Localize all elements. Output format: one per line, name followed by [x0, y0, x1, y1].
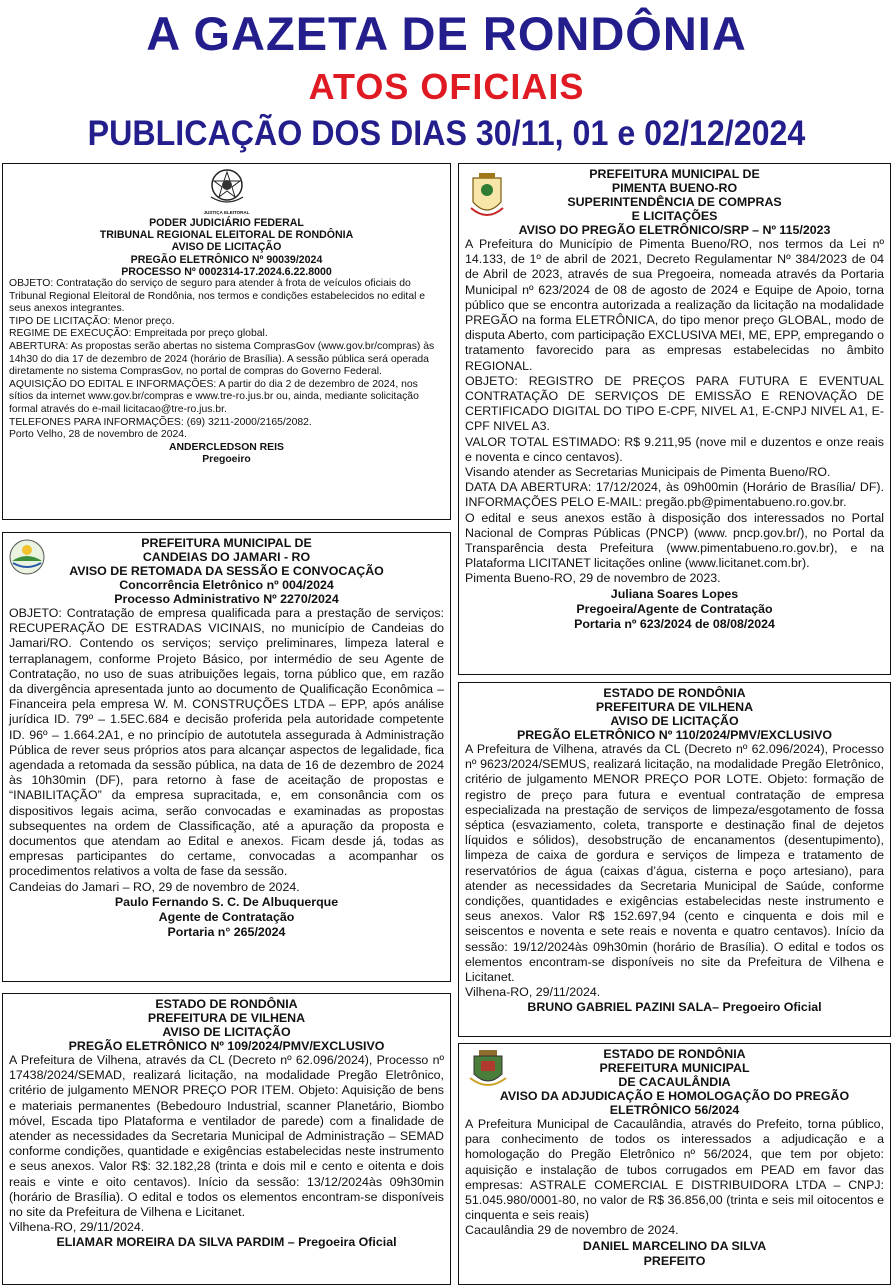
notice-paragraph: REGIME DE EXECUÇÃO: Empreitada por preço global.: [9, 328, 268, 340]
notice-heading: Concorrência Eletrônico nº 004/2024: [119, 578, 334, 592]
notice-heading: PREGÃO ELETRÔNICO Nº 109/2024/PMV/EXCLUSIVO: [68, 1039, 385, 1053]
signatory-ordinance: Portaria n° 265/2024: [167, 925, 286, 940]
notice-tre-ro: [2, 163, 451, 520]
notice-paragraph: O edital e seus anexos estão à disposição dos interessados no Portal Nacional de Compras Públicas (PNCP) (www. pncp.gov.br/), no Portal da Transparência desta Prefeitura (www.pimentabueno.ro.gov.br), e na Plataforma LICITANET licitações online (www.licitanet.com.br).: [465, 510, 884, 571]
notice-paragraph: Vilhena-RO, 29/11/2024.: [465, 985, 601, 1000]
signatory-name: DANIEL MARCELINO DA SILVA: [582, 1238, 767, 1253]
notice-paragraph: Candeias do Jamari – RO, 29 de novembro de 2024.: [9, 879, 300, 894]
notice-heading: PREGÃO ELETRÔNICO Nº 90039/2024: [130, 253, 323, 266]
signatory-role: Pregoeiro: [202, 454, 251, 466]
signatory-name: Paulo Fernando S. C. De Albuquerque: [114, 894, 339, 909]
signatory-name: BRUNO GABRIEL PAZINI SALA– Pregoeiro Oficial: [527, 1000, 822, 1015]
notice-paragraph: Visando atender as Secretarias Municipais de Pimenta Bueno/RO.: [465, 465, 831, 480]
cacaulandia-coat-of-arms-icon: [467, 1048, 509, 1090]
notice-heading: PREFEITURA DE VILHENA: [147, 1011, 306, 1025]
notice-heading: AVISO DE LICITAÇÃO: [162, 1025, 291, 1039]
notice-paragraph: OBJETO: Contratação de empresa qualificada para a prestação de serviços: RECUPERAÇÃO DE ESTRADAS VICINAIS, no município de Candeias do Jamari/RO. Contendo os serviços; serviço preliminares, limpeza lateral e terraplanagem, conforme Projeto Básico, por intermédio de seu Agente de Contratação, no uso de suas atribuições legais, torna público que, em razão da divergência apresentada junto ao documento de Qualificação Econômica – Financeira pela empresa W. M. CONSTRUÇÕES LTDA – EPP, após análise jurídica ID. 79º – 1.5EC.684 e decisão proferida pela autoridade competente ID. 96º – 1.664.2A1, e no princípio de autotutela assegurada à Administração Pública de rever seus próprios atos para alcançar aspectos de legalidade, fica agendada a retomada da sessão pública, na data de 16 de dezembro de 2024 às 10h30min (DF), para retorno à fase de aceitação de propostas e “INABILITAÇÃO” da empresa supracitada, e, em consonância com os dispositivos legais acima, serão convocadas e examinadas as propostas subsequentes na ordem de Classificação, até a apuração da proposta e documentos que atendam ao Edital e anexos. Ficam desde já, todas as empresas participantes do certame, convocadas a acompanhar os procedimentos relativos a volta de fase da sessão.: [9, 606, 444, 879]
republic-seal-icon: [205, 167, 249, 209]
notice-heading: CANDEIAS DO JAMARI - RO: [142, 550, 311, 564]
notice-paragraph: A Prefeitura de Vilhena, através da CL (Decreto nº 62.096/2024), Processo nº 9623/2024/SEMUS, realizará licitação, na modalidade Pregão Eletrônico, critério de julgamento MENOR PREÇO POR LOTE. Objeto: formação de registro de preço para futura e eventual contratação de empresa especializada na prestação de serviços de limpeza/esgotamento de fossa séptica (esvaziamento, coleta, transporte e destinação final de dejetos líquidos e sólidos), desobstrução de encanamentos (desentupimento), limpeza de caixa de gordura e serviços de limpeza e tratamento de reservatórios de água (caixas d’água, cisterna e poço artesiano), para atender as necessidades da Secretaria Municipal de Saúde, conforme condições, quantidades e exigências estabelecidas neste instrumento e seus anexos. Valor R$ 152.697,94 (cento e cinquenta e dois mil e seiscentos e noventa e sete reais e noventa e quatro centavos). Início da sessão: 19/12/2024às 09h30min (horário de Brasília). O edital e todos os elementos encontram-se disponíveis no site da Prefeitura de Vilhena e Licitanet.: [465, 742, 884, 985]
notice-heading: E LICITAÇÕES: [631, 209, 718, 223]
notice-paragraph: TIPO DE LICITAÇÃO: Menor preço.: [9, 315, 175, 327]
notice-paragraph: A Prefeitura de Vilhena, através da CL (Decreto nº 62.096/2024), Processo nº 17438/2024/SEMAD, realizará licitação, na modalidade Pregão Eletrônico, critério de julgamento MENOR PREÇO POR ITEM. Objeto: Aquisição de bens e materiais permanentes (Bebedouro Industrial, scanner Planetário, Biombo móvel, Escada tipo Plataforma e ventilador de parede) com a finalidade de atender as necessidades da Secretaria Municipal de Administração – SEMAD conforme condições, quantidade e exigências estabelecidas neste instrumento e seus anexos. Valor R$: 32.182,28 (trinta e dois mil e cento e oitenta e dois reais e vinte e oito centavos). Início da sessão: 13/12/2024às 09h30min (horário de Brasília). O edital e todos os elementos encontram-se disponíveis no site da Prefeitura de Vilhena e Licitanet.: [9, 1053, 444, 1220]
notice-paragraph: A Prefeitura do Município de Pimenta Bueno/RO, nos termos da Lei nº 14.133, de 1º de abril de 2021, Decreto Regulamentar Nº 384/2023 de 04 de Abril de 2023, através de sua Pregoeira, nomeada através da Portaria Municipal nº 623/2024 de 08 de agosto de 2024 e Equipe de Apoio, torna público que se encontra autorizada a realização da licitação na modalidade PREGÃO na forma ELETRÔNICA, do tipo menor preço GLOBAL, modo de disputa Aberto, com participação EXCLUSIVA MEI, ME, EPP, empregando o tratamento favorecido para as empresas estabelecidas no âmbito REGIONAL.: [465, 237, 884, 373]
notice-paragraph: ABERTURA: As propostas serão abertas no sistema ComprasGov (www.gov.br/compras) às 14h30 do dia 17 de dezembro de 2024 (horário de Brasília). A sessão pública será operada diretamente no sistema ComprasGov, no portal de compras do Governo Federal.: [9, 340, 435, 378]
pimenta-bueno-coat-of-arms-icon: [469, 172, 505, 224]
newspaper-title: A GAZETA DE RONDÔNIA: [146, 7, 747, 60]
notice-heading: AVISO DE LICITAÇÃO: [171, 241, 282, 254]
notice-vilhena-110: [458, 682, 891, 1037]
notice-paragraph: A Prefeitura Municipal de Cacaulândia, através do Prefeito, torna público, para conhecimento de todos os interessados a adjudicação e a homologação do Pregão Eletrônico nº 56/2024, que tem por objeto: aquisição e instalação de tubos corrugados em PEAD em favor das empresas: ASTRALE COMERCIAL E DISTRIBUIDORA LTDA – CNPJ: 51.045.980/0001-80, no valor de R$ 36.856,00 (trinta e seis mil oitocentos e cinquenta e seis reais): [465, 1117, 884, 1223]
notice-heading: SUPERINTENDÊNCIA DE COMPRAS: [567, 195, 782, 209]
notice-paragraph: Cacaulândia 29 de novembro de 2024.: [465, 1223, 679, 1238]
justica-eleitoral-emblem: [9, 167, 444, 217]
notice-paragraph: AQUISIÇÃO DO EDITAL E INFORMAÇÕES: A partir do dia 2 de dezembro de 2024, nos sítios da internet www.gov.br/compras e www.tre-ro.jus.br ou, ainda, mediante solicitação formal através do e-mail licitacao@tre-ro.jus.br.: [9, 378, 419, 415]
notice-cacaulandia: [458, 1043, 891, 1285]
notice-paragraph: Pimenta Bueno-RO, 29 de novembro de 2023.: [465, 571, 721, 586]
notice-paragraph: OBJETO: REGISTRO DE PREÇOS PARA FUTURA E EVENTUAL CONTRATAÇÃO DE SERVIÇOS DE EMISSÃO E RENOVAÇÃO DE CERTIFICADO DIGITAL DO TIPO E-CPF, NIVEL A1, E-CNPJ NIVEL A1, E-CPF NIVEL A3.: [465, 373, 884, 434]
notice-paragraph: Porto Velho, 28 de novembro de 2024.: [9, 429, 187, 441]
notice-heading: AVISO DE LICITAÇÃO: [610, 714, 739, 728]
notice-heading: PREGÃO ELETRÔNICO Nº 110/2024/PMV/EXCLUSIVO: [516, 728, 833, 742]
signatory-name: ELIAMAR MOREIRA DA SILVA PARDIM – Pregoeira Oficial: [56, 1235, 397, 1250]
notice-paragraph: TELEFONES PARA INFORMAÇÕES: (69) 3211-2000/2165/2082.: [9, 416, 312, 428]
notice-heading: PREFEITURA DE VILHENA: [595, 700, 754, 714]
notice-heading: ESTADO DE RONDÔNIA: [155, 997, 298, 1011]
notice-paragraph: DATA DA ABERTURA: 17/12/2024, às 09h00min (Horário de Brasília/ DF). INFORMAÇÕES PELO E-MAIL: pregão.pb@pimentabueno.ro.gov.br.: [465, 480, 884, 510]
signatory-ordinance: Portaria nº 623/2024 de 08/08/2024: [574, 617, 775, 632]
notice-paragraph: Vilhena-RO, 29/11/2024.: [9, 1220, 145, 1235]
signatory-name: Juliana Soares Lopes: [610, 586, 739, 601]
notice-heading: PREFEITURA MUNICIPAL DE: [589, 167, 760, 181]
candeias-coat-of-arms-icon: [7, 537, 47, 577]
notice-heading: AVISO DE RETOMADA DA SESSÃO E CONVOCAÇÃO: [69, 564, 384, 578]
notice-pimenta-bueno: [458, 163, 891, 675]
signatory-role: Pregoeira/Agente de Contratação: [576, 601, 773, 616]
section-title: ATOS OFICIAIS: [308, 66, 585, 107]
masthead: [0, 0, 893, 160]
notice-heading: PROCESSO Nº 0002314-17.2024.6.22.8000: [121, 265, 332, 278]
notice-heading: PREFEITURA MUNICIPAL DE: [141, 536, 312, 550]
notice-paragraph: OBJETO: Contratação do serviço de seguro para atender à frota de veículos oficiais do Tribunal Regional Eleitoral de Rondônia, nos termos e condições estabelecidos no edital e seus anexos integrantes.: [9, 278, 426, 315]
notice-candeias-do-jamari: [2, 532, 451, 982]
notice-heading: PIMENTA BUENO-RO: [611, 181, 738, 195]
notice-heading: TRIBUNAL REGIONAL ELEITORAL DE RONDÔNIA: [99, 229, 354, 242]
notice-heading: PODER JUDICIÁRIO FEDERAL: [149, 217, 304, 229]
notice-heading: AVISO DO PREGÃO ELETRÔNICO/SRP – Nº 115/2023: [518, 223, 831, 237]
notice-heading: AVISO DA ADJUDICAÇÃO E HOMOLOGAÇÃO DO PREGÃO ELETRÔNICO 56/2024: [499, 1089, 850, 1117]
signatory-role: PREFEITO: [643, 1253, 706, 1268]
emblem-caption: JUSTIÇA ELEITORAL: [203, 210, 250, 215]
notice-heading: ESTADO DE RONDÔNIA: [603, 686, 746, 700]
publication-date-line: PUBLICAÇÃO DOS DIAS 30/11, 01 e 02/12/2024: [87, 114, 806, 153]
notice-vilhena-109: [2, 993, 451, 1285]
signatory-name: ANDERCLEDSON REIS: [169, 441, 284, 453]
signatory-role: Agente de Contratação: [158, 910, 295, 925]
notice-heading: ESTADO DE RONDÔNIA: [603, 1047, 746, 1061]
notice-heading: PREFEITURA MUNICIPAL: [599, 1061, 750, 1075]
notice-paragraph: VALOR TOTAL ESTIMADO: R$ 9.211,95 (nove mil e duzentos e onze reais e noventa e cinco centavos).: [465, 434, 884, 464]
notice-heading: DE CACAULÂNDIA: [618, 1075, 731, 1089]
notice-heading: Processo Administrativo Nº 2270/2024: [114, 592, 339, 606]
